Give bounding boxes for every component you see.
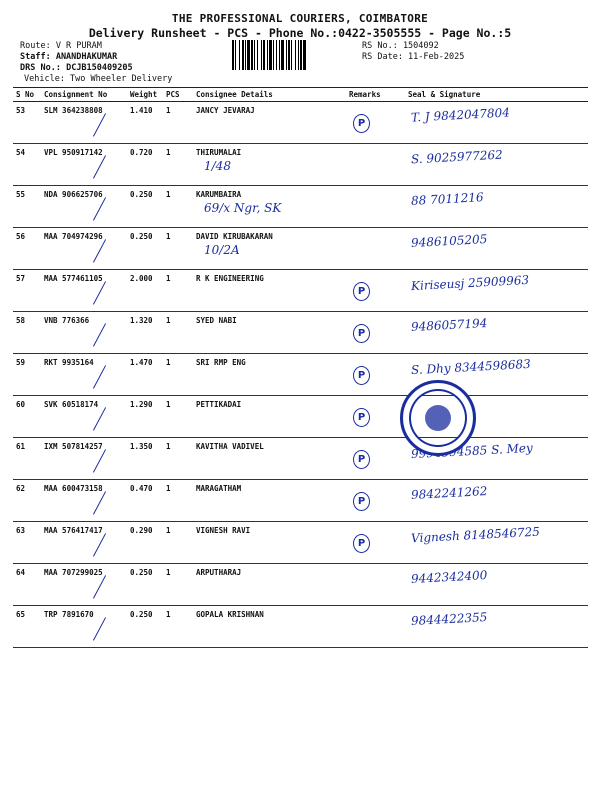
serial-number-cell: 59	[13, 354, 41, 396]
remark-circle: P	[353, 408, 370, 427]
col-header: Remarks	[346, 88, 405, 102]
consignee-cell	[193, 312, 346, 354]
consignment-number-cell: MAA 577461105	[41, 270, 127, 312]
consignee-name: ARPUTHARAJ	[196, 568, 242, 577]
handwritten-signature: S. Dhy 8344598683	[410, 356, 532, 378]
weight-cell: 0.250	[127, 186, 163, 228]
table-row	[13, 564, 588, 606]
consignee-cell	[193, 186, 346, 228]
remarks-cell	[346, 228, 405, 270]
check-mark-icon	[93, 197, 106, 221]
consignee-name: GOPALA KRISHNAN	[196, 610, 264, 619]
consignee-cell	[193, 396, 346, 438]
company-seal-stamp	[400, 380, 476, 456]
barcode	[232, 40, 354, 70]
consignee-name: SRI RMP ENG	[196, 358, 246, 367]
consignee-name: JANCY JEVARAJ	[196, 106, 255, 115]
consignee-name: VIGNESH RAVI	[196, 526, 251, 535]
pcs-cell: 1	[163, 396, 193, 438]
check-mark-icon	[93, 449, 106, 473]
consignee-cell	[193, 102, 346, 144]
weight-cell: 0.290	[127, 522, 163, 564]
table-row	[13, 102, 588, 144]
signature-cell	[405, 186, 588, 228]
col-header: Seal & Signature	[405, 88, 588, 102]
remark-circle: P	[353, 324, 370, 343]
serial-number-cell: 57	[13, 270, 41, 312]
consignee-cell	[193, 606, 346, 648]
consignee-cell	[193, 270, 346, 312]
consignee-cell	[193, 144, 346, 186]
serial-number-cell: 58	[13, 312, 41, 354]
consignee-cell	[193, 438, 346, 480]
signature-cell	[405, 270, 588, 312]
weight-cell: 0.470	[127, 480, 163, 522]
pcs-cell: 1	[163, 354, 193, 396]
signature-cell	[405, 144, 588, 186]
pcs-cell: 1	[163, 564, 193, 606]
weight-cell: 1.410	[127, 102, 163, 144]
pcs-cell: 1	[163, 312, 193, 354]
table-row	[13, 228, 588, 270]
check-mark-icon	[93, 575, 106, 599]
col-header: Weight	[127, 88, 163, 102]
pcs-cell: 1	[163, 228, 193, 270]
consignment-number-cell: SVK 60518174	[41, 396, 127, 438]
check-mark-icon	[93, 155, 106, 179]
col-header: S No	[13, 88, 41, 102]
weight-cell: 1.290	[127, 396, 163, 438]
serial-number-cell: 63	[13, 522, 41, 564]
serial-number-cell: 60	[13, 396, 41, 438]
consignee-cell	[193, 480, 346, 522]
signature-cell	[405, 564, 588, 606]
consignee-name: KAVITHA VADIVEL	[196, 442, 264, 451]
table-row	[13, 144, 588, 186]
consignment-number-cell: MAA 576417417	[41, 522, 127, 564]
handwritten-signature: S. 9025977262	[410, 147, 504, 167]
consignment-number-cell: SLM 364238808	[41, 102, 127, 144]
check-mark-icon	[93, 239, 106, 263]
handwritten-signature: 9486057194	[410, 316, 488, 334]
remarks-cell	[346, 270, 405, 312]
handwritten-address-note: 1/48	[204, 159, 231, 173]
handwritten-address-note: 10/2A	[204, 243, 240, 257]
consignment-number-cell: NDA 906625706	[41, 186, 127, 228]
check-mark-icon	[93, 617, 106, 641]
remarks-cell	[346, 606, 405, 648]
table-row	[13, 480, 588, 522]
check-mark-icon	[93, 281, 106, 305]
consignee-name: DAVID KIRUBAKARAN	[196, 232, 273, 241]
serial-number-cell: 55	[13, 186, 41, 228]
vehicle-line: Vehicle: Two Wheeler Delivery	[24, 74, 173, 84]
consignee-name: PETTIKADAI	[196, 400, 242, 409]
weight-cell: 0.250	[127, 606, 163, 648]
consignee-cell	[193, 564, 346, 606]
consignee-cell	[193, 354, 346, 396]
serial-number-cell: 64	[13, 564, 41, 606]
consignee-name: KARUMBAIRA	[196, 190, 242, 199]
consignee-cell	[193, 228, 346, 270]
table-row	[13, 270, 588, 312]
serial-number-cell: 54	[13, 144, 41, 186]
remarks-cell	[346, 438, 405, 480]
meta-right	[362, 41, 464, 63]
table-row	[13, 312, 588, 354]
remark-circle: P	[353, 366, 370, 385]
handwritten-signature: 9442342400	[410, 568, 488, 586]
weight-cell: 1.470	[127, 354, 163, 396]
table-row	[13, 606, 588, 648]
handwritten-signature: 9486105205	[410, 232, 488, 250]
pcs-cell: 1	[163, 186, 193, 228]
remarks-cell	[346, 480, 405, 522]
signature-cell	[405, 102, 588, 144]
handwritten-signature: Vignesh 8148546725	[410, 524, 541, 546]
staff-line: Staff: ANANDHAKUMAR	[20, 52, 118, 62]
remarks-cell	[346, 522, 405, 564]
col-header: PCS	[163, 88, 193, 102]
consignment-number-cell: MAA 707299025	[41, 564, 127, 606]
route-line: Route: V R PURAM	[20, 41, 102, 51]
weight-cell: 0.250	[127, 228, 163, 270]
runsheet-title: Delivery Runsheet - PCS - Phone No.:0422-3505555 - Page No.:5	[88, 26, 512, 40]
rs-date: RS Date: 11-Feb-2025	[362, 52, 465, 62]
consignment-number-cell: MAA 704974296	[41, 228, 127, 270]
handwritten-signature: Kiriseusj 25909963	[410, 272, 530, 294]
consignee-name: R K ENGINEERING	[196, 274, 264, 283]
consignee-name: MARAGATHAM	[196, 484, 242, 493]
consignee-name: THIRUMALAI	[196, 148, 242, 157]
serial-number-cell: 61	[13, 438, 41, 480]
weight-cell: 0.720	[127, 144, 163, 186]
remarks-cell	[346, 102, 405, 144]
pcs-cell: 1	[163, 144, 193, 186]
handwritten-signature: 9994594585 S. Mey	[410, 440, 534, 462]
pcs-cell: 1	[163, 270, 193, 312]
table-row	[13, 438, 588, 480]
weight-cell: 1.350	[127, 438, 163, 480]
check-mark-icon	[93, 491, 106, 515]
serial-number-cell: 53	[13, 102, 41, 144]
remarks-cell	[346, 144, 405, 186]
drs-line: DRS No.: DCJB150409205	[20, 63, 133, 73]
check-mark-icon	[93, 533, 106, 557]
handwritten-address-note: 69/x Ngr, SK	[204, 201, 282, 215]
pcs-cell: 1	[163, 438, 193, 480]
serial-number-cell: 65	[13, 606, 41, 648]
serial-number-cell: 62	[13, 480, 41, 522]
col-header: Consignee Details	[193, 88, 346, 102]
table-row	[13, 396, 588, 438]
signature-cell	[405, 606, 588, 648]
check-mark-icon	[93, 365, 106, 389]
remarks-cell	[346, 354, 405, 396]
table-row	[13, 522, 588, 564]
signature-cell	[405, 312, 588, 354]
pcs-cell: 1	[163, 606, 193, 648]
check-mark-icon	[93, 323, 106, 347]
consignee-name: SYED NABI	[196, 316, 237, 325]
signature-cell	[405, 522, 588, 564]
remarks-cell	[346, 396, 405, 438]
remarks-cell	[346, 564, 405, 606]
consignment-number-cell: RKT 9935164	[41, 354, 127, 396]
table-row	[13, 354, 588, 396]
company-title: THE PROFESSIONAL COURIERS, COIMBATORE	[171, 12, 429, 25]
consignment-number-cell: TRP 7891670	[41, 606, 127, 648]
handwritten-signature: 9842241262	[410, 484, 488, 502]
serial-number-cell: 56	[13, 228, 41, 270]
remarks-cell	[346, 186, 405, 228]
runsheet-table	[13, 87, 588, 648]
handwritten-signature: 88 7011216	[410, 190, 484, 208]
consignment-number-cell: VPL 950917142	[41, 144, 127, 186]
remark-circle: P	[353, 492, 370, 511]
weight-cell: 1.320	[127, 312, 163, 354]
remarks-cell	[346, 312, 405, 354]
consignment-number-cell: IXM 507814257	[41, 438, 127, 480]
consignment-number-cell: MAA 600473158	[41, 480, 127, 522]
weight-cell: 2.000	[127, 270, 163, 312]
weight-cell: 0.250	[127, 564, 163, 606]
signature-cell	[405, 228, 588, 270]
pcs-cell: 1	[163, 480, 193, 522]
pcs-cell: 1	[163, 522, 193, 564]
signature-cell	[405, 480, 588, 522]
consignment-number-cell: VNB 776366	[41, 312, 127, 354]
handwritten-signature: T. J 9842047804	[410, 105, 511, 125]
meta-left	[20, 41, 172, 85]
col-header: Consignment No	[41, 88, 127, 102]
remark-circle: P	[353, 282, 370, 301]
table-row	[13, 186, 588, 228]
remark-circle: P	[353, 450, 370, 469]
remark-circle: P	[353, 534, 370, 553]
table-header-row	[13, 88, 588, 102]
check-mark-icon	[93, 113, 106, 137]
handwritten-signature: 9844422355	[410, 610, 488, 628]
rs-number: RS No.: 1504092	[362, 41, 439, 51]
check-mark-icon	[93, 407, 106, 431]
consignee-cell	[193, 522, 346, 564]
pcs-cell: 1	[163, 102, 193, 144]
remark-circle: P	[353, 114, 370, 133]
